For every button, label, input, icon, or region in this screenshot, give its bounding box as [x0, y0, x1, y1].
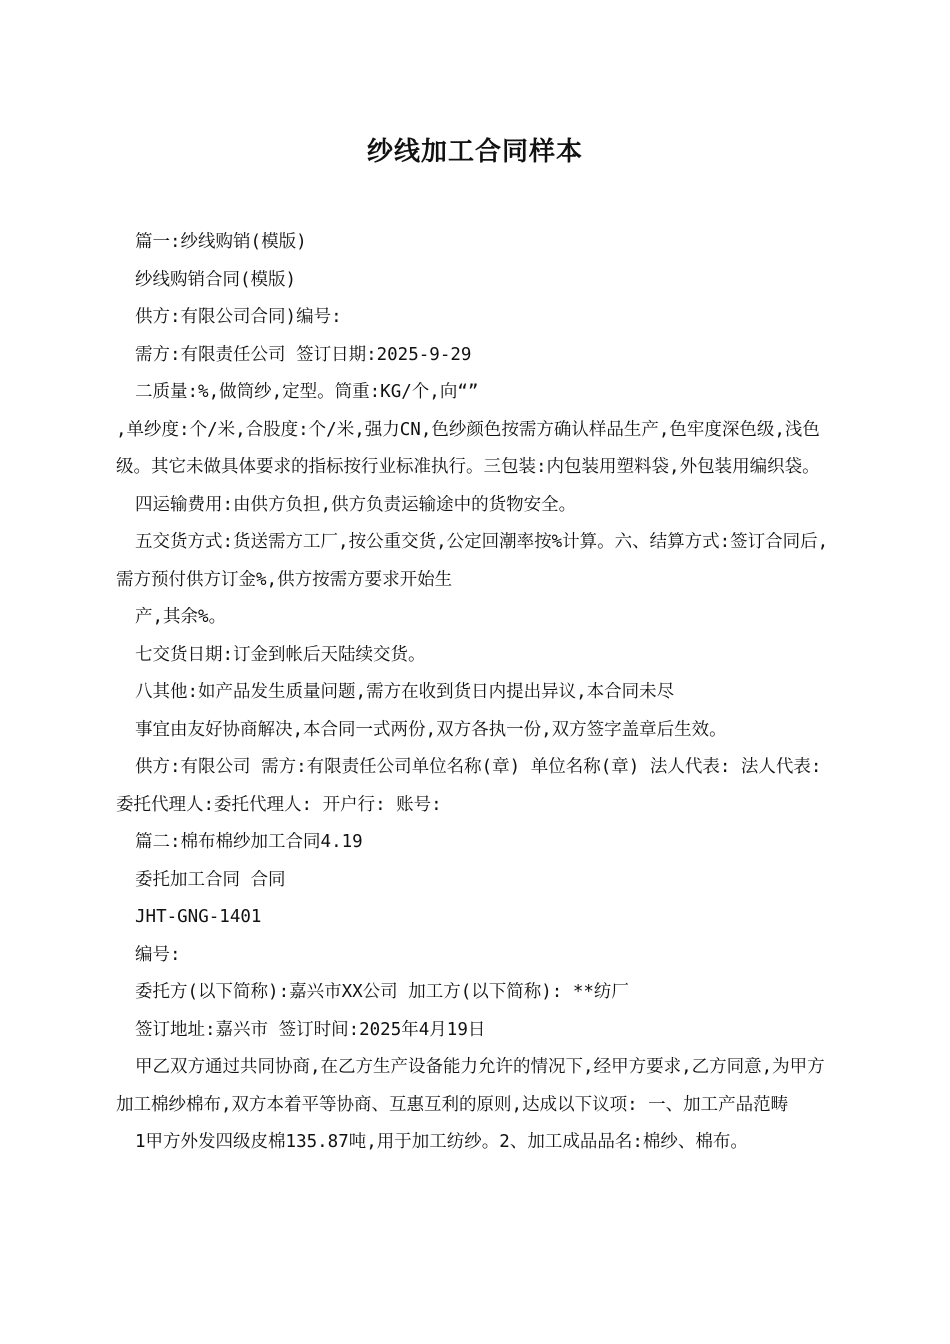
paragraph: 八其他:如产品发生质量问题,需方在收到货日内提出异议,本合同未尽	[135, 682, 675, 702]
document-title: 纱线加工合同样本	[366, 137, 583, 167]
paragraph: 甲乙双方通过共同协商,在乙方生产设备能力允许的情况下,经甲方要求,乙方同意,为甲方加工棉纱棉布,双方本着平等协商、互惠互利的原则,达成以下议项: 一、加工产品范畴	[116, 1057, 825, 1115]
paragraph: 签订地址:嘉兴市 签订时间:2025年4月19日	[135, 1019, 486, 1040]
paragraph: 需方:有限责任公司 签订日期:2025-9-29	[135, 344, 472, 365]
paragraph: 供方:有限公司 需方:有限责任公司单位名称(章) 单位名称(章) 法人代表: 法人代表: 委托代理人:委托代理人: 开户行: 账号:	[116, 757, 822, 815]
paragraph: 委托加工合同 合同	[135, 869, 286, 890]
paragraph: 二质量:%,做筒纱,定型。筒重:KG/个,向“”	[135, 382, 479, 402]
paragraph: 1甲方外发四级皮棉135.87吨,用于加工纺纱。2、加工成品品名:棉纱、棉布。	[135, 1132, 748, 1152]
paragraph: 篇二:棉布棉纱加工合同4.19	[135, 832, 363, 852]
paragraph: JHT-GNG-1401	[135, 907, 262, 927]
document-body	[116, 224, 838, 1162]
paragraph: 产,其余%。	[135, 607, 227, 627]
paragraph: ,单纱度:个/米,合股度:个/米,强力CN,色纱颜色按需方确认样品生产,色牢度深色级,浅色级。其它未做具体要求的指标按行业标准执行。三包装:内包装用塑料袋,外包装用编织袋。	[116, 419, 820, 477]
paragraph: 纱线购销合同(模版)	[135, 269, 297, 290]
paragraph: 委托方(以下简称):嘉兴市XX公司 加工方(以下简称): **纺厂	[135, 982, 629, 1002]
paragraph: 篇一:纱线购销(模版)	[135, 232, 307, 252]
paragraph: 四运输费用:由供方负担,供方负责运输途中的货物安全。	[135, 494, 577, 515]
paragraph: 七交货日期:订金到帐后天陆续交货。	[135, 644, 426, 665]
paragraph: 编号:	[135, 944, 181, 965]
paragraph: 事宜由友好协商解决,本合同一式两份,双方各执一份,双方签字盖章后生效。	[135, 719, 727, 740]
paragraph: 供方:有限公司合同)编号:	[135, 307, 342, 327]
paragraph: 五交货方式:货送需方工厂,按公重交货,公定回潮率按%计算。六、结算方式:签订合同后,需方预付供方订金%,供方按需方要求开始生	[116, 532, 829, 590]
